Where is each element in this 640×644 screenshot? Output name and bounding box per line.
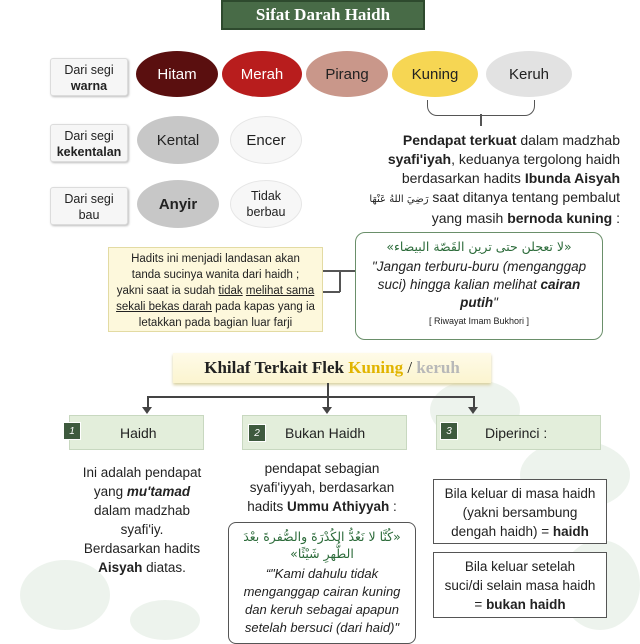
category-label: Bukan Haidh bbox=[285, 425, 366, 441]
detail-box-setelah-suci bbox=[433, 552, 607, 618]
col-bold-italic: mu'tamad bbox=[126, 484, 191, 499]
khilaf-banner bbox=[173, 353, 491, 383]
hadits-text: " bbox=[493, 295, 498, 310]
column-bukan-haidh-text bbox=[232, 459, 412, 516]
pill-label: berbau bbox=[246, 205, 286, 219]
category-number: 1 bbox=[63, 422, 81, 440]
pill-label: Kental bbox=[156, 131, 200, 149]
opinion-text-part: : bbox=[612, 210, 620, 226]
tree-arrow bbox=[468, 407, 478, 414]
category-number: 3 bbox=[440, 422, 458, 440]
row-label-kekentalan bbox=[50, 124, 128, 162]
connector-line bbox=[323, 291, 340, 293]
khilaf-kuning: Kuning bbox=[348, 358, 404, 377]
color-label: Hitam bbox=[157, 65, 197, 83]
khilaf-text: / bbox=[403, 358, 417, 377]
pill-encer bbox=[230, 116, 302, 164]
detail-line: (yakni bersambung bbox=[462, 505, 578, 520]
opinion-text-part: berdasarkan hadits bbox=[401, 170, 525, 186]
opinion-bold: syafi'iyah bbox=[387, 151, 452, 167]
hadits-bold: cairan putih bbox=[460, 277, 581, 310]
background-leaf bbox=[130, 600, 200, 640]
category-haidh bbox=[69, 415, 204, 450]
hadits-arabic: «كُنَّا لا نَعُدُّ الكُدْرَةَ والصُّفرةَ بعْدَ الطُّهرِ شَيْئًا» bbox=[243, 529, 401, 561]
hadits-translation bbox=[364, 258, 594, 312]
opinion-bold: Ibunda Aisyah bbox=[524, 170, 620, 186]
detail-line: Bila keluar di masa haidh bbox=[444, 486, 596, 501]
tree-arrow bbox=[322, 407, 332, 414]
detail-box-masa-haidh bbox=[433, 479, 607, 544]
row-label-line: Dari segi bbox=[64, 192, 114, 206]
category-label: Haidh bbox=[120, 425, 157, 441]
col-part: yang bbox=[93, 484, 127, 499]
row-label-line: Dari segi bbox=[64, 63, 114, 77]
ummu-athiyyah-hadits-box bbox=[228, 522, 416, 644]
detail-bold: haidh bbox=[552, 524, 589, 539]
column-haidh-text bbox=[62, 463, 222, 577]
detail-bold: bukan haidh bbox=[486, 597, 566, 612]
note-underline: melihat sama bbox=[245, 285, 315, 297]
pill-label: Tidak bbox=[250, 189, 282, 203]
opinion-bold: Pendapat terkuat bbox=[402, 132, 517, 148]
row-label-line: Dari segi bbox=[64, 129, 114, 143]
hadits-box bbox=[355, 232, 603, 340]
col-line: Berdasarkan hadits bbox=[83, 541, 201, 556]
detail-part: dengah haidh) = bbox=[451, 524, 553, 539]
row-label-line: warna bbox=[70, 79, 108, 93]
tree-line bbox=[147, 396, 474, 398]
note-part: yakni saat ia sudah bbox=[116, 285, 219, 297]
opinion-text-part: yang masih bbox=[431, 210, 508, 226]
color-pill-keruh bbox=[486, 51, 572, 97]
pill-tidak-berbau bbox=[230, 180, 302, 228]
bracket-tip bbox=[480, 114, 482, 126]
col-bold: Ummu Athiyyah bbox=[287, 499, 390, 514]
col-line: dalam madzhab bbox=[93, 503, 191, 518]
note-line: Hadits ini menjadi landasan akan bbox=[131, 253, 300, 265]
detail-part: = bbox=[474, 597, 487, 612]
pill-label: Anyir bbox=[158, 195, 198, 213]
row-label-warna bbox=[50, 58, 128, 96]
note-underline: tidak bbox=[218, 285, 243, 297]
hadits-arabic: «لا تعجلن حتى ترين القَصّة البيضاء» bbox=[386, 239, 572, 254]
hadits-translation bbox=[235, 565, 409, 637]
col-part: hadits bbox=[247, 499, 287, 514]
color-pill-merah bbox=[222, 51, 302, 97]
opinion-text bbox=[340, 131, 630, 228]
note-underline: sekali bekas darah bbox=[116, 301, 212, 313]
col-bold: Aisyah bbox=[98, 560, 143, 575]
note-line: tanda sucinya wanita dari haidh ; bbox=[131, 269, 300, 281]
pill-kental bbox=[137, 116, 219, 164]
note-box bbox=[108, 247, 323, 332]
category-label: Diperinci : bbox=[485, 425, 548, 441]
connector-line bbox=[339, 270, 341, 292]
color-pill-hitam bbox=[136, 51, 218, 97]
note-line: letakkan pada bagian luar farji bbox=[138, 317, 293, 329]
opinion-bold: bernoda kuning bbox=[507, 210, 613, 226]
category-diperinci bbox=[436, 415, 601, 450]
hadits-text: "Jangan terburu-buru (menganggap suci) hingga kalian melihat bbox=[371, 259, 587, 292]
col-part: : bbox=[389, 499, 397, 514]
tree-line bbox=[327, 383, 329, 397]
page-title: Sifat Darah Haidh bbox=[221, 0, 425, 30]
col-line: syafi'iyyah, berdasarkan bbox=[249, 480, 395, 495]
color-label: Merah bbox=[240, 65, 284, 83]
hadits-line: setelah bersuci (dari haid)" bbox=[244, 620, 400, 635]
color-label: Kuning bbox=[411, 65, 459, 83]
opinion-text-part: dalam madzhab bbox=[516, 132, 620, 148]
khilaf-text: Khilaf Terkait Flek bbox=[204, 358, 349, 377]
detail-line: suci/di selain masa haidh bbox=[444, 578, 596, 593]
color-label: Keruh bbox=[508, 65, 550, 83]
hadits-line: menganggap cairan kuning bbox=[243, 584, 401, 599]
color-pill-pirang bbox=[306, 51, 388, 97]
row-label-line: bau bbox=[78, 208, 100, 222]
color-pill-kuning bbox=[392, 51, 478, 97]
row-label-bau bbox=[50, 187, 128, 225]
hadits-line: “"Kami dahulu tidak bbox=[265, 566, 379, 581]
col-line: pendapat sebagian bbox=[264, 461, 380, 476]
detail-line: Bila keluar setelah bbox=[464, 559, 576, 574]
color-label: Pirang bbox=[325, 65, 369, 83]
pill-label: Encer bbox=[246, 131, 286, 149]
tree-arrow bbox=[142, 407, 152, 414]
note-part: pada kapas yang ia bbox=[211, 301, 315, 313]
col-line: Ini adalah pendapat bbox=[82, 465, 202, 480]
col-part: diatas. bbox=[142, 560, 186, 575]
category-number: 2 bbox=[248, 424, 266, 442]
hadits-line: dan keruh sebagai apapun bbox=[245, 602, 399, 617]
row-label-line: kekentalan bbox=[56, 145, 122, 159]
opinion-text-part: saat ditanya tentang pembalut bbox=[428, 189, 620, 205]
category-bukan-haidh bbox=[242, 415, 407, 450]
pill-anyir bbox=[137, 180, 219, 228]
col-line: syafi'iy. bbox=[120, 522, 164, 537]
opinion-text-part: , keduanya tergolong haidh bbox=[451, 151, 620, 167]
hadits-source: [ Riwayat Imam Bukhori ] bbox=[428, 316, 530, 326]
khilaf-keruh: keruh bbox=[416, 358, 460, 377]
opinion-honorific: رَضِيَ اللهُ عَنْهَا bbox=[369, 194, 429, 205]
